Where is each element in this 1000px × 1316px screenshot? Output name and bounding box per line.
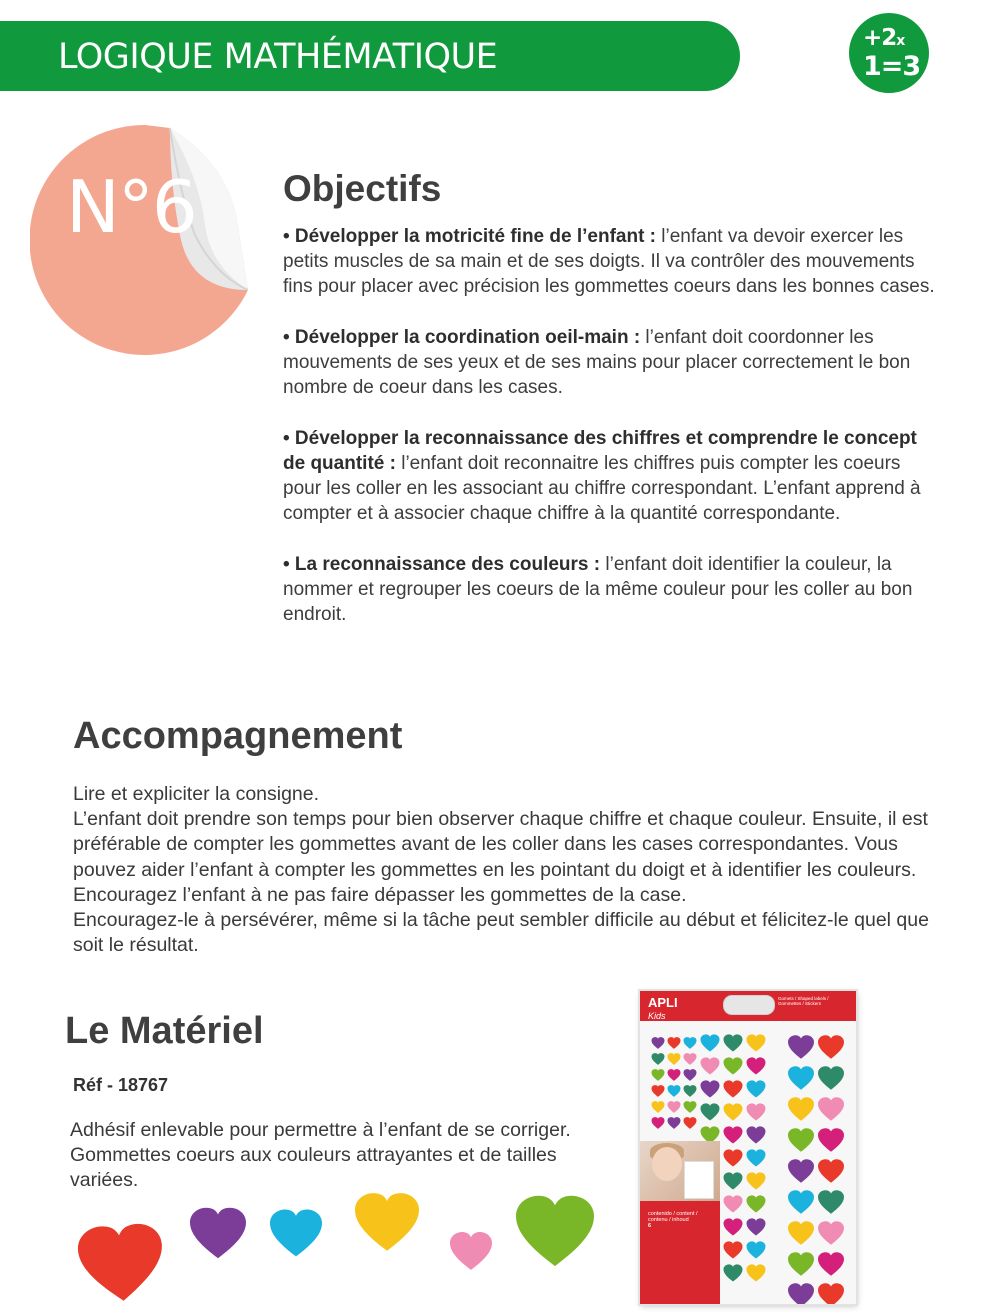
- sticker-heart-icon: [788, 1283, 814, 1304]
- objective-text: l’enfant doit coordonner les mouvements de ses yeux et de ses mains pour placer correctement le bon nombre de coeur dans les cases.: [283, 326, 911, 399]
- sticker-heart-icon: [668, 1117, 681, 1129]
- sticker-heart-icon: [747, 1126, 766, 1143]
- sticker-heart-icon: [724, 1264, 743, 1281]
- sticker-heart-icon: [788, 1190, 814, 1213]
- sticker-heart-icon: [724, 1149, 743, 1166]
- objective-item: [283, 224, 938, 300]
- sticker-heart-icon: [652, 1037, 665, 1049]
- package-info-box: [640, 1201, 720, 1304]
- sticker-heart-icon: [818, 1283, 844, 1304]
- heart-green-icon: [516, 1196, 594, 1266]
- sticker-heart-icon: [747, 1172, 766, 1189]
- objective-title: • Développer la coordination oeil-main :: [283, 326, 641, 348]
- material-description: Adhésif enlevable pour permettre à l’enfant de se corriger. Gommettes coeurs aux couleurs attrayantes et de tailles variées.: [70, 1119, 571, 1192]
- sticker-heart-icon: [818, 1097, 844, 1120]
- sticker-heart-icon: [788, 1097, 814, 1120]
- sticker-heart-icon: [684, 1037, 697, 1049]
- product-package-image: [640, 991, 856, 1304]
- sticker-heart-icon: [652, 1117, 665, 1129]
- objectifs-heading: Objectifs: [283, 168, 442, 209]
- sticker-heart-icon: [668, 1053, 681, 1065]
- sticker-heart-icon: [788, 1128, 814, 1151]
- accompagnement-heading: Accompagnement: [73, 715, 403, 757]
- sticker-heart-icon: [724, 1080, 743, 1097]
- sticker-heart-icon: [818, 1221, 844, 1244]
- sticker-heart-icon: [747, 1195, 766, 1212]
- package-info-text: [648, 1211, 714, 1229]
- sticker-heart-icon: [724, 1241, 743, 1258]
- sticker-heart-icon: [652, 1069, 665, 1081]
- sticker-heart-icon: [724, 1172, 743, 1189]
- math-badge-line2: 1=3: [863, 51, 921, 82]
- heart-pink-icon: [450, 1232, 492, 1270]
- brand-name: APLI: [648, 995, 678, 1010]
- sticker-heart-icon: [724, 1034, 743, 1051]
- objective-item: [283, 552, 938, 628]
- sticker-heart-icon: [684, 1117, 697, 1129]
- sticker-heart-icon: [668, 1101, 681, 1113]
- objective-text: l’enfant doit identifier la couleur, la nommer et regrouper les coeurs de la même couleur pour les coller au bon endroit.: [283, 553, 913, 625]
- package-labels: Gomets / Shaped labels / Gommettes / Stickers: [778, 996, 829, 1006]
- sticker-heart-icon: [747, 1103, 766, 1120]
- sticker-heart-icon: [724, 1103, 743, 1120]
- sticker-heart-icon: [668, 1085, 681, 1097]
- sticker-heart-icon: [684, 1069, 697, 1081]
- sticker-heart-icon: [818, 1035, 844, 1058]
- sticker-heart-icon: [788, 1035, 814, 1058]
- accompagnement-paragraph: L’enfant doit prendre son temps pour bien observer chaque chiffre et chaque couleur. Ensuite, il est préférable de compter les gommettes avant de les coller dans les cases correspondantes. Vous pouvez aider l’enfant à compter les gommettes en les pointant du doigt et à identifier les couleurs. Encouragez l’enfant à ne pas faire dépasser les gommettes de la case.: [73, 808, 928, 906]
- sticker-heart-icon: [668, 1037, 681, 1049]
- sticker-heart-icon: [747, 1218, 766, 1235]
- sticker-heart-icon: [724, 1195, 743, 1212]
- sticker-heart-icon: [652, 1085, 665, 1097]
- objective-item: [283, 325, 938, 401]
- sticker-heart-icon: [701, 1057, 720, 1074]
- sticker-heart-icon: [724, 1126, 743, 1143]
- objective-title: • La reconnaissance des couleurs :: [283, 553, 601, 575]
- sticker-heart-icon: [818, 1190, 844, 1213]
- activity-number: N°6: [66, 165, 196, 249]
- page-title: LOGIQUE MATHÉMATIQUE: [58, 37, 498, 77]
- hang-tab: [723, 995, 775, 1015]
- sticker-heart-icon: [668, 1069, 681, 1081]
- sticker-heart-icon: [818, 1066, 844, 1089]
- brand-logo: [648, 997, 678, 1022]
- sticker-heart-icon: [747, 1149, 766, 1166]
- header-banner: [0, 21, 740, 91]
- math-badge-plus-two: +2: [863, 25, 897, 51]
- sticker-heart-icon: [788, 1066, 814, 1089]
- sticker-heart-icon: [747, 1264, 766, 1281]
- sticker-heart-icon: [818, 1159, 844, 1182]
- sticker-heart-icon: [724, 1218, 743, 1235]
- objective-title: • Développer la reconnaissance des chiffres et comprendre le concept de quantité :: [283, 427, 917, 474]
- sticker-heart-icon: [747, 1241, 766, 1258]
- child-photo: [640, 1141, 720, 1201]
- sticker-heart-icon: [701, 1103, 720, 1120]
- objective-title: • Développer la motricité fine de l’enfant :: [283, 226, 657, 247]
- materiel-heading: Le Matériel: [65, 1010, 264, 1052]
- math-badge-line1: [863, 25, 904, 51]
- objectives-list: [283, 224, 938, 652]
- objective-text: l’enfant doit reconnaitre les chiffres puis compter les coeurs pour les coller en les associant au chiffre correspondant. L’enfant apprend à compter et à associer chaque chiffre à la quantité correspondante.: [283, 452, 921, 525]
- sticker-heart-icon: [788, 1252, 814, 1275]
- brand-sub: Kids: [648, 1011, 666, 1021]
- sticker-heart-icon: [788, 1221, 814, 1244]
- sticker-heart-icon: [747, 1057, 766, 1074]
- sticker-heart-icon: [684, 1085, 697, 1097]
- package-count: 6: [648, 1223, 652, 1229]
- math-badge-x: x: [896, 33, 905, 49]
- sticker-heart-icon: [818, 1128, 844, 1151]
- package-content-label: contenido / content / contenu / inhoud: [648, 1211, 698, 1223]
- product-reference: Réf - 18767: [73, 1075, 169, 1095]
- sticker-heart-icon: [747, 1080, 766, 1097]
- photo-face: [652, 1147, 682, 1181]
- sticker-heart-icon: [652, 1053, 665, 1065]
- heart-purple-icon: [190, 1208, 246, 1258]
- objective-item: [283, 426, 938, 527]
- heart-cyan-icon: [270, 1210, 322, 1257]
- sticker-heart-icon: [724, 1057, 743, 1074]
- heart-red-icon: [76, 1222, 165, 1303]
- accompagnement-paragraph: Encouragez-le à persévérer, même si la tâche peut sembler difficile au début et félicitez-le quel que soit le résultat.: [73, 909, 929, 957]
- sticker-heart-icon: [818, 1252, 844, 1275]
- heart-yellow-icon: [355, 1193, 419, 1251]
- sticker-heart-icon: [652, 1101, 665, 1113]
- objective-text: l’enfant va devoir exercer les petits muscles de sa main et de ses doigts. Il va contrôler des mouvements fins pour placer avec précision les gommettes coeurs dans les bonnes cases.: [283, 226, 935, 298]
- accompagnement-text: [73, 782, 943, 958]
- sticker-heart-icon: [747, 1034, 766, 1051]
- sticker-heart-icon: [701, 1034, 720, 1051]
- sticker-heart-icon: [788, 1159, 814, 1182]
- sticker-heart-icon: [701, 1080, 720, 1097]
- accompagnement-paragraph: Lire et expliciter la consigne.: [73, 783, 320, 805]
- sticker-heart-icon: [684, 1053, 697, 1065]
- sticker-heart-icon: [684, 1101, 697, 1113]
- photo-sheet: [684, 1161, 714, 1199]
- math-logo-badge: [849, 13, 929, 93]
